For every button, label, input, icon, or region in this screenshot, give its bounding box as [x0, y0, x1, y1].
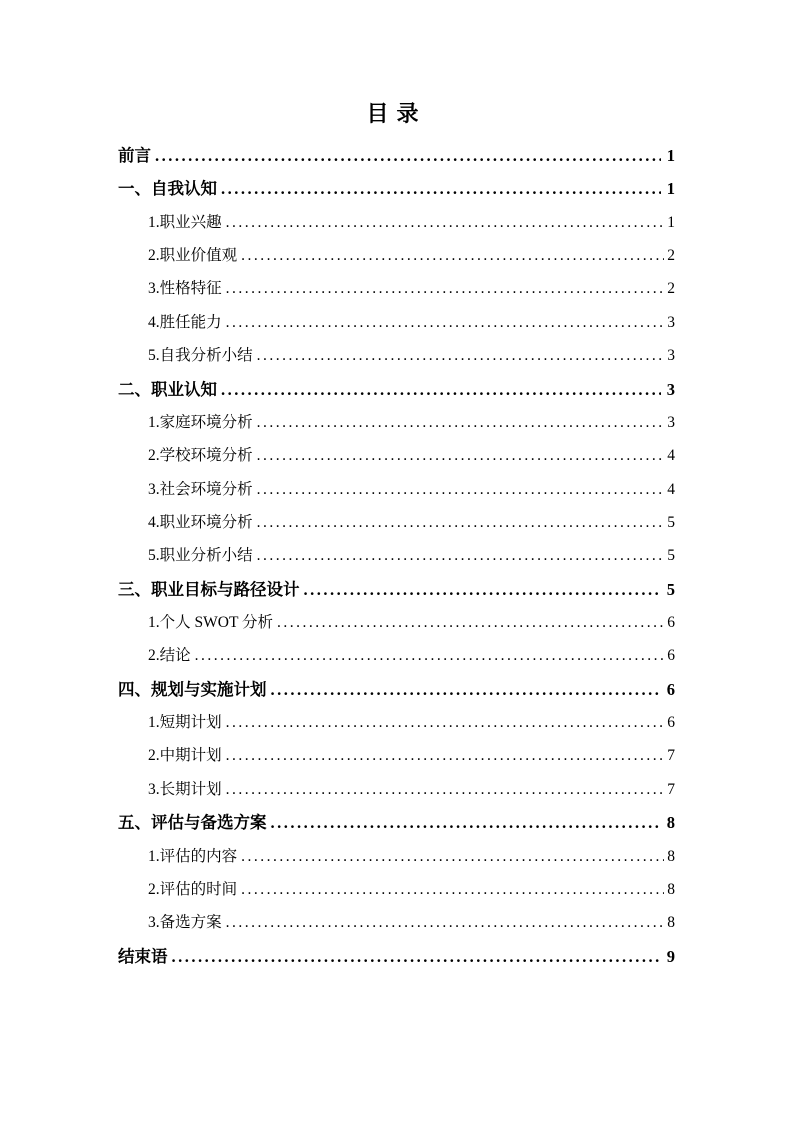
dotted-leader	[226, 773, 665, 806]
dotted-leader	[257, 506, 665, 539]
toc-entry-label: 2.职业价值观	[148, 247, 238, 265]
toc-entry-page-number: 5	[666, 579, 675, 599]
dotted-leader	[221, 172, 661, 205]
dotted-leader	[195, 639, 665, 672]
toc-entry-label: 二、职业认知	[118, 379, 217, 399]
toc-entry[interactable]	[118, 606, 675, 639]
toc-entry-label: 3.长期计划	[148, 780, 222, 798]
dotted-leader	[226, 906, 665, 939]
toc-entry-label: 五、评估与备选方案	[118, 813, 267, 833]
toc-entry[interactable]	[118, 940, 675, 973]
toc-entry-page-number: 4	[667, 480, 675, 498]
toc-entry[interactable]	[118, 739, 675, 772]
dotted-leader	[226, 306, 665, 339]
toc-entry-page-number: 6	[667, 614, 675, 632]
toc-entry-label: 3.备选方案	[148, 914, 222, 932]
dotted-leader	[257, 539, 665, 572]
toc-entry-label: 1.评估的内容	[148, 847, 238, 865]
toc-entry-label: 三、职业目标与路径设计	[118, 579, 300, 599]
toc-entry-label: 前言	[118, 146, 151, 165]
toc-entry[interactable]	[118, 573, 675, 606]
toc-entry[interactable]	[118, 239, 675, 272]
dotted-leader	[271, 806, 661, 839]
toc-entry-page-number: 9	[666, 946, 675, 966]
toc-entry[interactable]	[118, 873, 675, 906]
toc-entry[interactable]	[118, 339, 675, 372]
toc-entry-label: 4.职业环境分析	[148, 513, 253, 531]
dotted-leader	[226, 739, 665, 772]
dotted-leader	[226, 706, 665, 739]
toc-entry-label: 4.胜任能力	[148, 313, 222, 331]
toc-entry-label: 四、规划与实施计划	[118, 679, 267, 699]
toc-entry-label: 1.职业兴趣	[148, 213, 222, 231]
toc-entry-page-number: 5	[667, 547, 675, 565]
toc-entry-label: 一、自我认知	[118, 179, 217, 199]
toc-entry-page-number: 3	[666, 379, 675, 399]
dotted-leader	[221, 373, 661, 406]
dotted-leader	[257, 473, 665, 506]
toc-title: 目录	[366, 101, 427, 126]
dotted-leader	[277, 606, 664, 639]
table-of-contents	[118, 139, 675, 973]
toc-entry[interactable]	[118, 206, 675, 239]
toc-entry-page-number: 8	[667, 914, 675, 932]
toc-entry-page-number: 7	[667, 747, 675, 765]
toc-entry-page-number: 3	[667, 347, 675, 365]
toc-entry-label: 2.结论	[148, 647, 191, 665]
toc-entry-label: 1.短期计划	[148, 714, 222, 732]
toc-entry-page-number: 8	[667, 847, 675, 865]
toc-entry-label: 5.自我分析小结	[148, 347, 253, 365]
toc-entry-page-number: 2	[667, 280, 675, 298]
dotted-leader	[241, 840, 664, 873]
toc-entry-page-number: 1	[666, 146, 675, 165]
toc-entry[interactable]	[118, 139, 675, 172]
toc-entry[interactable]	[118, 272, 675, 305]
toc-entry-page-number: 8	[666, 813, 675, 833]
toc-entry-label: 3.社会环境分析	[148, 480, 253, 498]
toc-entry[interactable]	[118, 673, 675, 706]
dotted-leader	[226, 272, 665, 305]
toc-entry-label: 1.家庭环境分析	[148, 413, 253, 431]
toc-entry-label: 结束语	[118, 946, 168, 966]
toc-entry-page-number: 1	[666, 179, 675, 199]
toc-entry-label: 2.评估的时间	[148, 880, 238, 898]
dotted-leader	[241, 873, 664, 906]
toc-entry[interactable]	[118, 406, 675, 439]
toc-entry-page-number: 3	[667, 313, 675, 331]
toc-entry-page-number: 4	[667, 447, 675, 465]
dotted-leader	[155, 139, 661, 172]
toc-entry-label: 1.个人 SWOT 分析	[148, 614, 274, 632]
toc-entry-page-number: 6	[667, 714, 675, 732]
toc-entry-label: 3.性格特征	[148, 280, 222, 298]
toc-entry-page-number: 2	[667, 247, 675, 265]
toc-entry[interactable]	[118, 773, 675, 806]
toc-entry-page-number: 1	[667, 213, 675, 231]
dotted-leader	[304, 573, 661, 606]
toc-entry[interactable]	[118, 806, 675, 839]
toc-entry-page-number: 6	[667, 647, 675, 665]
toc-entry[interactable]	[118, 473, 675, 506]
dotted-leader	[241, 239, 664, 272]
toc-entry-page-number: 8	[667, 880, 675, 898]
dotted-leader	[257, 439, 665, 472]
toc-entry-label: 5.职业分析小结	[148, 547, 253, 565]
dotted-leader	[226, 206, 665, 239]
dotted-leader	[271, 673, 661, 706]
toc-entry-page-number: 5	[667, 513, 675, 531]
toc-entry[interactable]	[118, 706, 675, 739]
toc-entry-page-number: 3	[667, 413, 675, 431]
toc-entry[interactable]	[118, 172, 675, 205]
toc-entry-label: 2.中期计划	[148, 747, 222, 765]
toc-entry[interactable]	[118, 539, 675, 572]
toc-entry-page-number: 7	[667, 780, 675, 798]
toc-entry[interactable]	[118, 906, 675, 939]
dotted-leader	[257, 339, 665, 372]
dotted-leader	[172, 940, 661, 973]
dotted-leader	[257, 406, 665, 439]
toc-entry[interactable]	[118, 306, 675, 339]
toc-entry[interactable]	[118, 439, 675, 472]
toc-entry[interactable]	[118, 840, 675, 873]
toc-entry[interactable]	[118, 639, 675, 672]
toc-entry[interactable]	[118, 373, 675, 406]
toc-entry-label: 2.学校环境分析	[148, 447, 253, 465]
toc-entry[interactable]	[118, 506, 675, 539]
toc-entry-page-number: 6	[666, 679, 675, 699]
